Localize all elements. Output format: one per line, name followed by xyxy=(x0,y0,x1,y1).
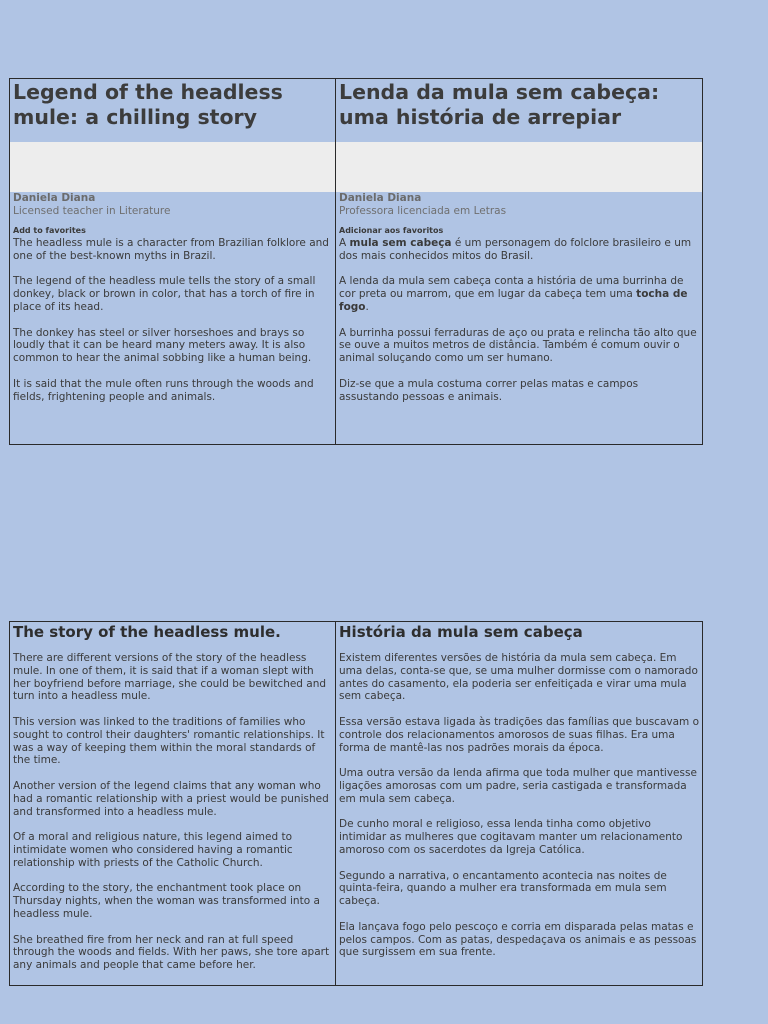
portuguese-title: Lenda da mula sem cabeça: uma história de arrepiar xyxy=(339,80,660,129)
english-author-role: Licensed teacher in Literature xyxy=(13,205,171,217)
english-story-p3: Another version of the legend claims that any woman who had a romantic relationship with a priest would be punished and transformed into a headless mule. xyxy=(13,779,329,818)
p1-suffix: é um personagem do folclore brasileiro e um dos mais conhecidos mitos do Brasil. xyxy=(339,237,692,262)
portuguese-story-p1: Existem diferentes versões de história da mula sem cabeça. Em uma delas, conta-se que, se uma mulher dormisse com o namorado antes do casamento, ela poderia ser enfeitiçada e virar uma mula sem cabeça. xyxy=(339,652,698,703)
p1-bold-term: mula sem cabeça xyxy=(349,237,452,249)
adicionar-favoritos-link[interactable]: Adicionar aos favoritos xyxy=(339,226,444,235)
portuguese-story-p5: Segundo a narrativa, o encantamento acontecia nas noites de quinta-feira, quando a mulher era transformada em mula sem cabeça. xyxy=(339,869,667,908)
english-author-block xyxy=(13,192,332,416)
english-author-name[interactable]: Daniela Diana xyxy=(13,192,96,204)
portuguese-intro-text xyxy=(339,237,699,403)
intro-english-column xyxy=(10,79,336,444)
portuguese-story-p3: Uma outra versão da lenda afirma que toda mulher que mantivesse ligações amorosas com um padre, seria castigada e transformada em mula sem cabeça. xyxy=(339,767,697,805)
p2-bold-term: tocha de fogo xyxy=(339,288,688,313)
story-english-column xyxy=(10,622,336,985)
portuguese-story-p2: Essa versão estava ligada às tradições das famílias que buscavam o controle dos relacionamentos amorosos de suas filhas. Era uma forma de mantê-las nos padrões morais da época. xyxy=(339,715,700,754)
story-portuguese-column xyxy=(336,622,702,985)
english-story-text xyxy=(13,652,332,972)
portuguese-story-p4: De cunho moral e religioso, essa lenda tinha como objetivo intimidar as mulheres que cogitavam manter um relacionamento amoroso com os sacerdotes da Igreja Católica. xyxy=(339,818,683,856)
english-intro-p4: It is said that the mule often runs through the woods and fields, frightening people and animals. xyxy=(13,377,314,403)
p2-prefix: A lenda da mula sem cabeça conta a história de uma burrinha de cor preta ou marrom, que em lugar da cabeça tem uma xyxy=(339,275,684,301)
english-intro-p2: The legend of the headless mule tells the story of a small donkey, black or brown in color, that has a torch of fire in place of its head. xyxy=(13,275,316,313)
english-story-p2: This version was linked to the traditions of families who sought to control their daughters' romantic relationships. It was a way of keeping them within the moral standards of the time. xyxy=(13,715,325,767)
portuguese-story-text xyxy=(339,652,699,959)
portuguese-hero-image xyxy=(336,142,702,192)
portuguese-author-role: Professora licenciada em Letras xyxy=(339,205,507,217)
english-story-p6: She breathed fire from her neck and ran at full speed through the woods and fields. With her paws, she tore apart any animals and people that came before her. xyxy=(13,933,330,972)
portuguese-story-heading: História da mula sem cabeça xyxy=(339,623,583,641)
english-story-heading: The story of the headless mule. xyxy=(13,623,281,641)
portuguese-story-p6: Ela lançava fogo pelo pescoço e corria em disparada pelas matas e pelos campos. Com as patas, despedaçava os animais e as pessoas que surgissem em sua frente. xyxy=(339,920,697,959)
english-story-p5: According to the story, the enchantment took place on Thursday nights, when the woman was transformed into a headless mule. xyxy=(13,882,320,920)
add-to-favorites-link[interactable]: Add to favorites xyxy=(13,226,86,235)
english-story-p4: Of a moral and religious nature, this legend aimed to intimidate women who considered having a romantic relationship with priests of the Catholic Church. xyxy=(13,831,293,869)
english-intro-p3: The donkey has steel or silver horseshoes and brays so loudly that it can be heard many meters away. It is also common to hear the animal sobbing like a human being. xyxy=(13,326,312,365)
english-hero-image xyxy=(10,142,335,192)
portuguese-author-block xyxy=(339,192,699,416)
portuguese-intro-p4: Diz-se que a mula costuma correr pelas matas e campos assustando pessoas e animais. xyxy=(339,377,639,403)
p2-suffix: . xyxy=(365,300,369,313)
english-title: Legend of the headless mule: a chilling story xyxy=(13,80,283,129)
p1-prefix: A xyxy=(339,237,350,249)
story-comparison-table xyxy=(9,621,703,986)
english-story-p1: There are different versions of the story of the headless mule. In one of them, it is said that if a woman slept with her boyfriend before marriage, she could be bewitched and turn into a headless mule. xyxy=(13,652,327,703)
intro-comparison-table xyxy=(9,78,703,445)
intro-portuguese-column xyxy=(336,79,702,444)
english-intro-p1: The headless mule is a character from Brazilian folklore and one of the best-known myths in Brazil. xyxy=(13,237,329,262)
english-intro-text xyxy=(13,237,332,403)
portuguese-intro-p1 xyxy=(339,237,699,263)
portuguese-author-name[interactable]: Daniela Diana xyxy=(339,192,422,204)
portuguese-intro-p2 xyxy=(339,275,699,313)
portuguese-intro-p3: A burrinha possui ferraduras de aço ou prata e relincha tão alto que se ouve a muitos metros de distância. Também é comum ouvir o animal soluçando como um ser humano. xyxy=(339,326,697,365)
